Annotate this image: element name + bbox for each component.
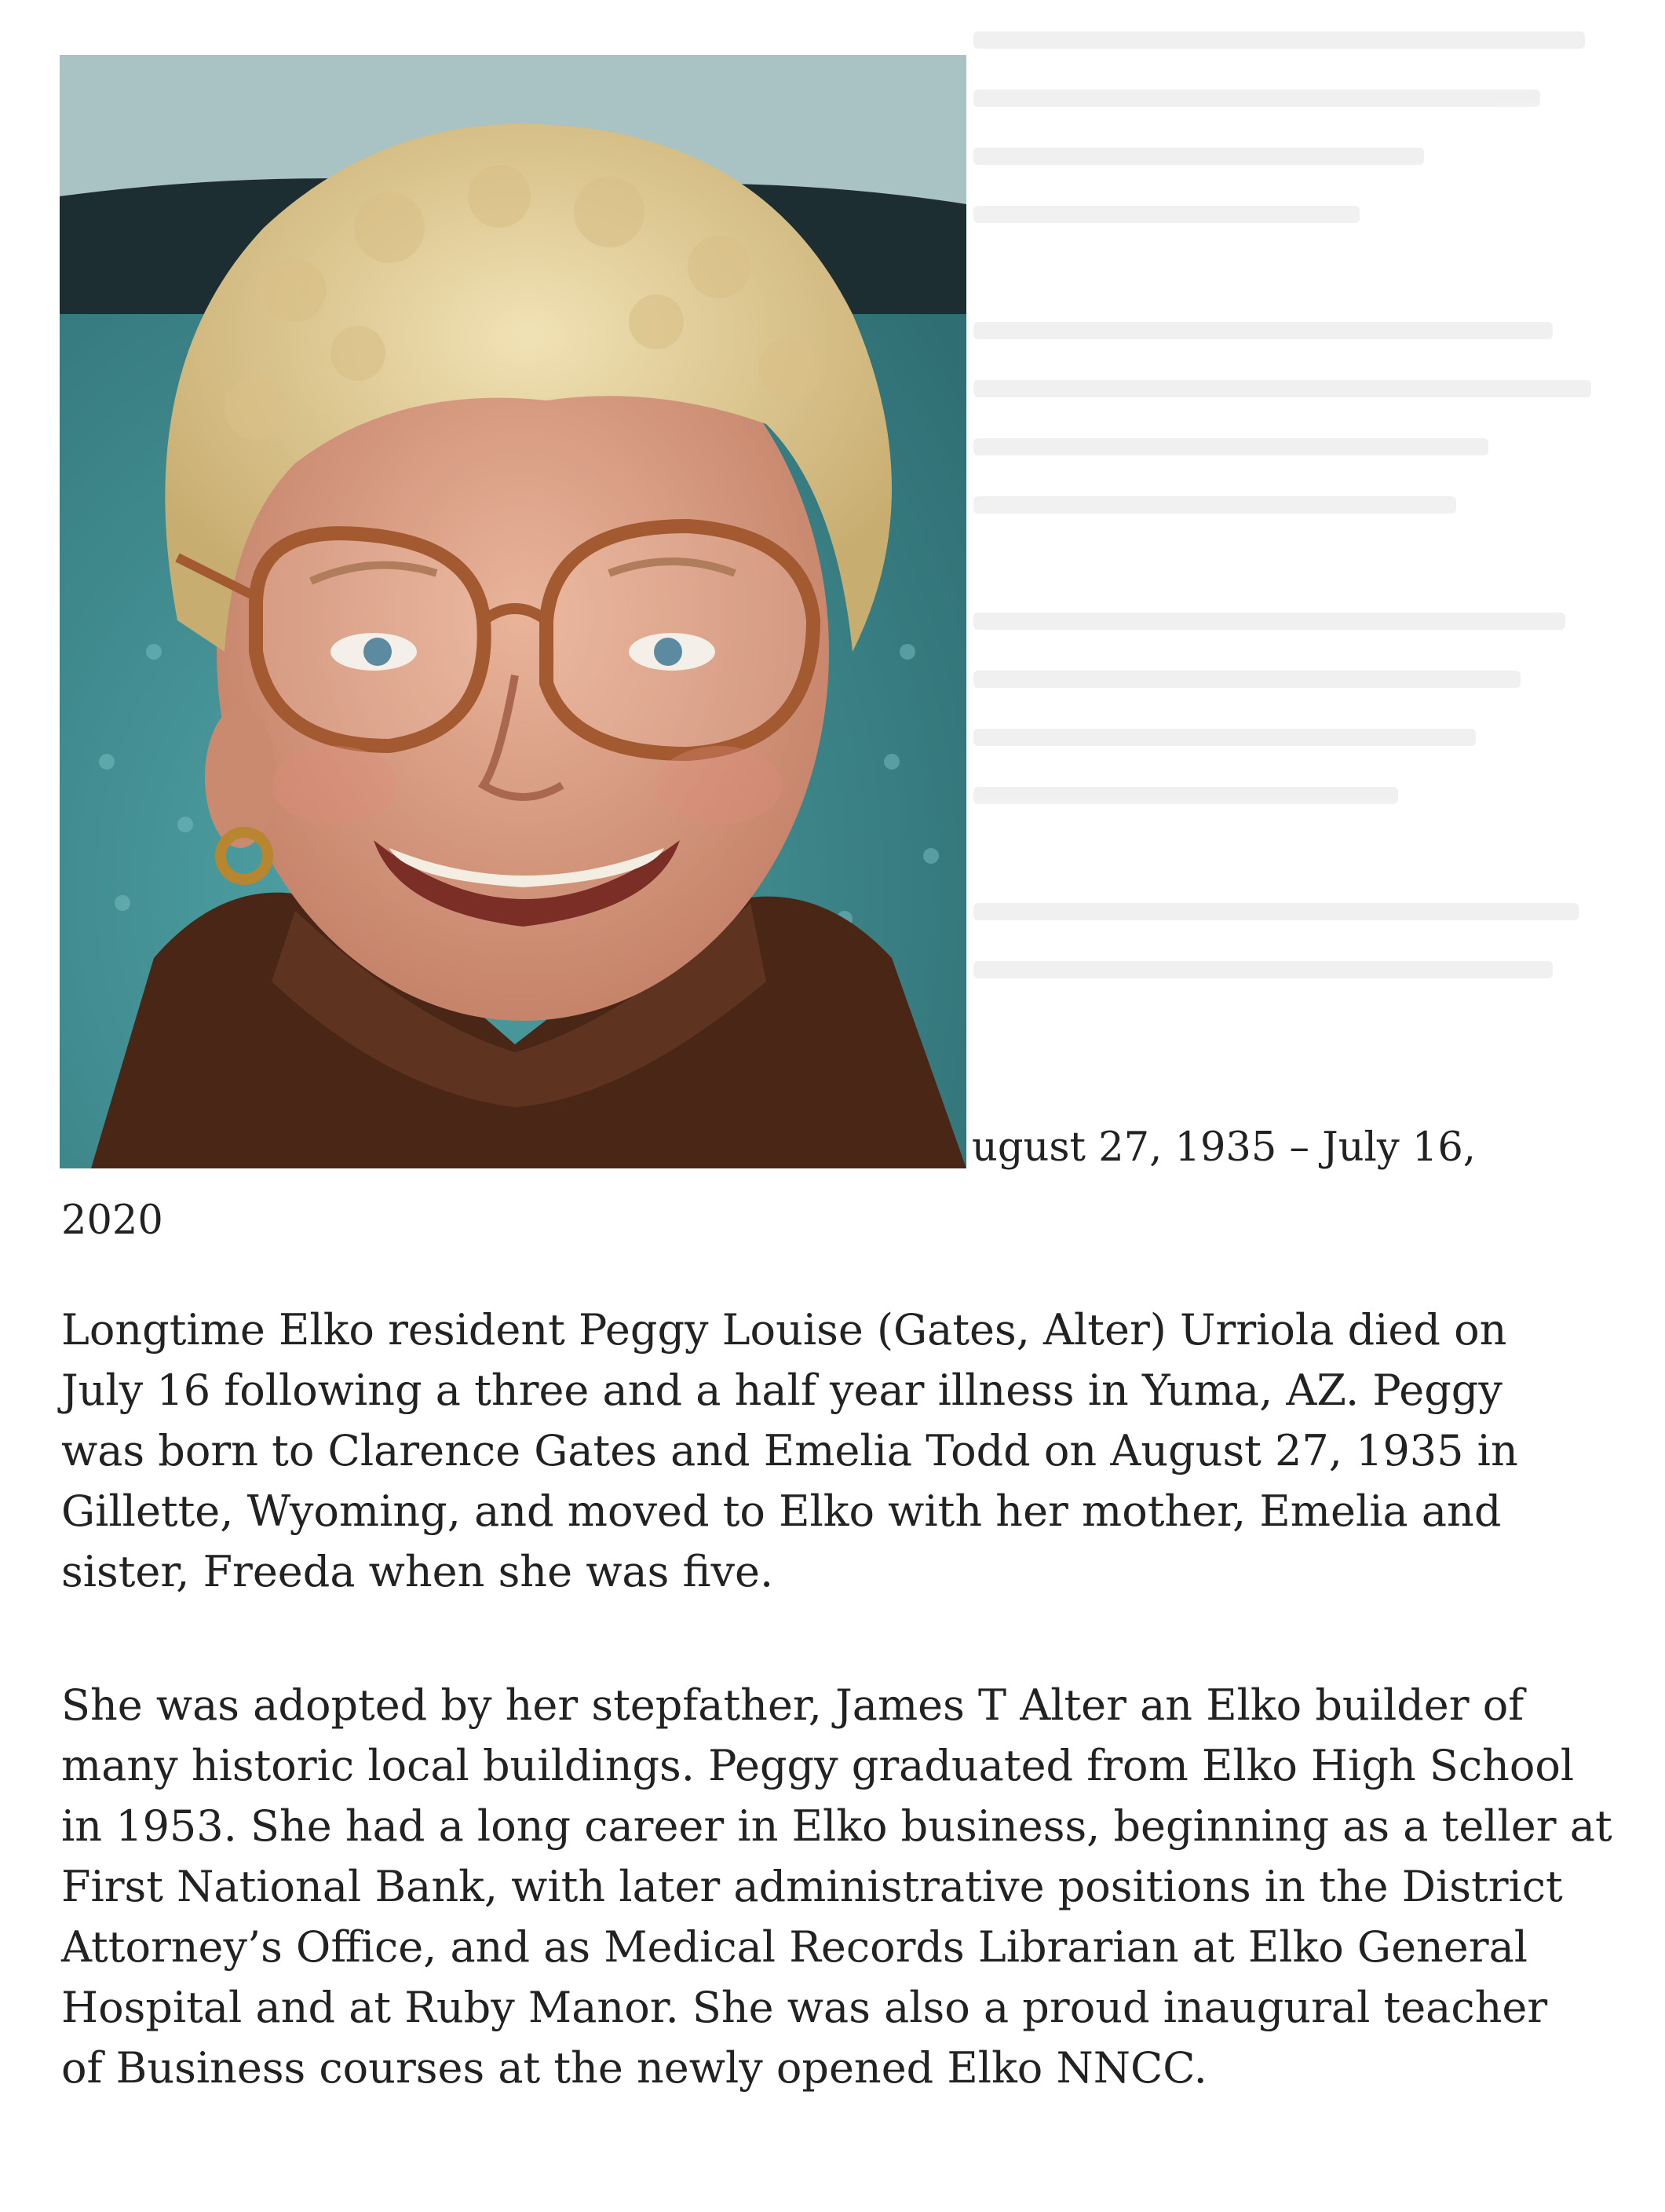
paragraph-line: sister, Freeda when she was five.: [61, 1547, 774, 1596]
portrait-photo: [60, 55, 966, 1168]
paragraph-line: Gillette, Wyoming, and moved to Elko with her mother, Emelia and: [61, 1486, 1502, 1536]
paragraph-line: July 16 following a three and a half year illness in Yuma, AZ. Peggy: [61, 1366, 1503, 1415]
paragraph-line: in 1953. She had a long career in Elko business, beginning as a teller at: [61, 1801, 1612, 1851]
paragraph-line: She was adopted by her stepfather, James T Alter an Elko builder of: [61, 1680, 1524, 1730]
life-dates-line-1: ugust 27, 1935 – July 16,: [972, 1124, 1476, 1171]
obituary-paragraph-2: [61, 1675, 1623, 2098]
reverse-side-bleed-through: [973, 31, 1617, 1052]
portrait-photo-icon: [60, 55, 966, 1168]
paragraph-line: many historic local buildings. Peggy graduated from Elko High School: [61, 1741, 1575, 1790]
paragraph-line: Hospital and at Ruby Manor. She was also a proud inaugural teacher: [61, 1983, 1548, 2032]
paragraph-line: Longtime Elko resident Peggy Louise (Gates, Alter) Urriola died on: [61, 1305, 1507, 1355]
life-dates-line-2: 2020: [61, 1197, 163, 1244]
paragraph-line: was born to Clarence Gates and Emelia Todd on August 27, 1935 in: [61, 1426, 1518, 1475]
paragraph-line: of Business courses at the newly opened Elko NNCC.: [61, 2043, 1207, 2093]
paragraph-line: First National Bank, with later administrative positions in the District: [61, 1862, 1563, 1911]
paragraph-line: Attorney’s Office, and as Medical Records Librarian at Elko General: [61, 1922, 1528, 1972]
obituary-paragraph-1: [61, 1300, 1623, 1602]
